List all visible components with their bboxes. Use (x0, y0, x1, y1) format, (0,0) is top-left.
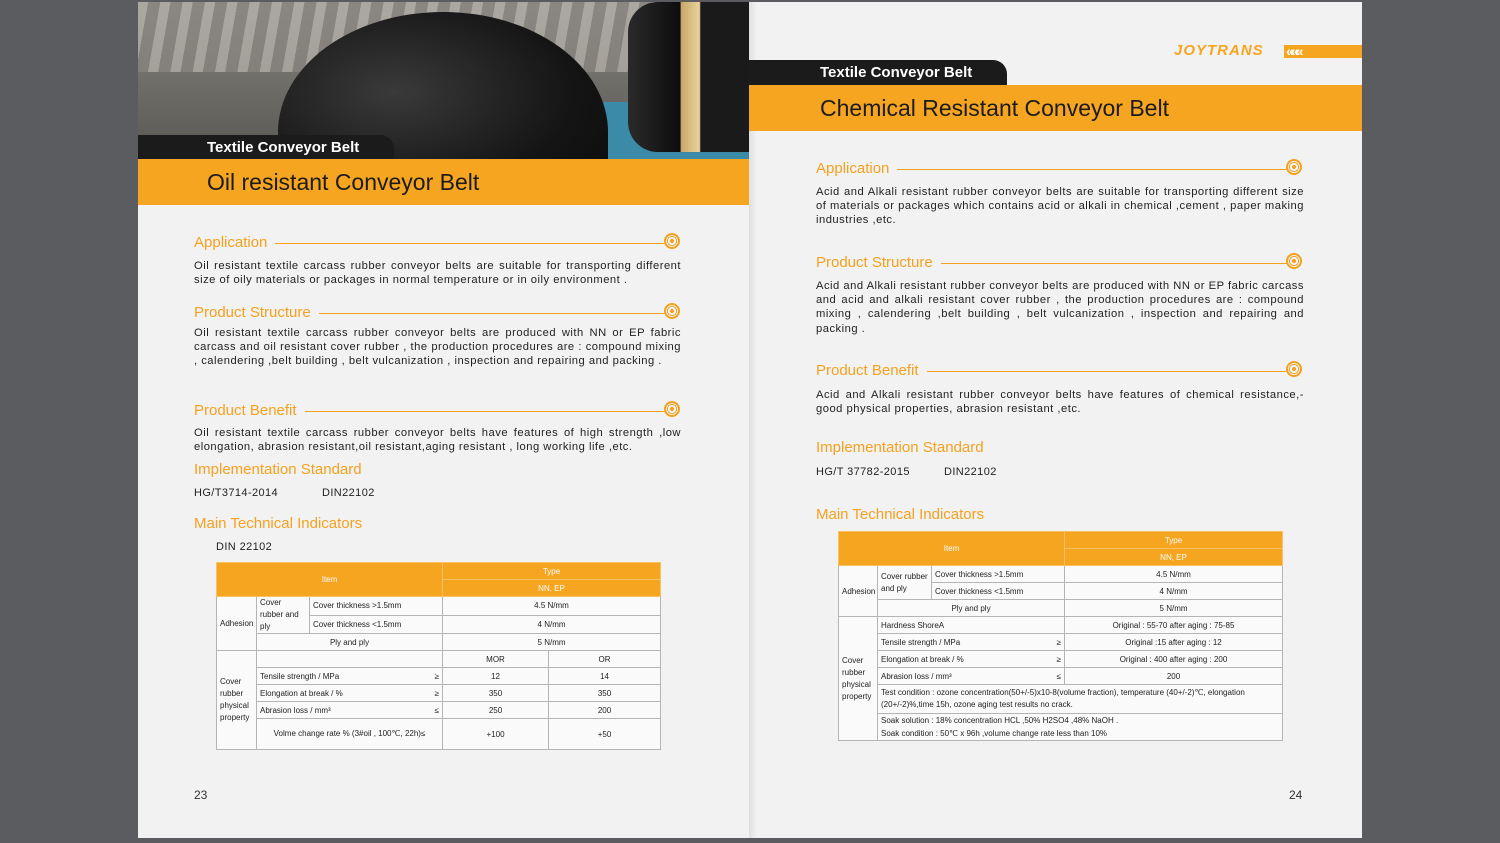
adhesion-label: Adhesion (839, 566, 878, 617)
abr-value: 200 (1065, 668, 1283, 685)
adhesion-label: Adhesion (217, 597, 257, 651)
structure-heading: Product Structure (816, 253, 1306, 275)
structure-text: Acid and Alkali resistant rubber conveyor belts are produced with NN or EP fabric carcass and acid and alkali resistant cover rubber , the production procedures are : compound mixing , calendering ,belt building , belt vulcanization , inspection and repairing and packing . (816, 280, 1304, 335)
elong-label: Elongation at break / % ≥ (257, 685, 443, 702)
spiral-icon (664, 303, 680, 319)
ply-label: Ply and ply (878, 600, 1065, 617)
type-subheader: NN, EP (1065, 549, 1283, 566)
type-header: Type (1065, 532, 1283, 549)
page-title: Chemical Resistant Conveyor Belt (749, 85, 1362, 131)
application-text: Acid and Alkali resistant rubber conveyor belts are suitable for transporting different size of materials or packages which contains acid or alkali in chemical ,cement , paper making industries ,etc. (816, 186, 1304, 227)
elong-or: 350 (549, 685, 661, 702)
vol-or: +50 (549, 719, 661, 750)
indicators-subtitle: DIN 22102 (216, 541, 273, 553)
ct-lt-label: Cover thickness <1.5mm (932, 583, 1065, 600)
joytrans-logo: JOYTRANS ««« (1174, 41, 1362, 61)
page-number: 23 (194, 788, 208, 802)
abr-mor: 250 (443, 702, 549, 719)
benefit-heading: Product Benefit (816, 361, 1306, 383)
cover-prop-label: Cover rubber physical property (839, 617, 878, 741)
soak-solution: Soak solution : 18% concentration HCL ,50% H2SO4 ,48% NaOH . (878, 714, 1283, 728)
vol-mor: +100 (443, 719, 549, 750)
structure-text: Oil resistant textile carcass rubber conveyor belts are produced with NN or EP fabric carcass and oil resistant cover rubber , the production procedures are : compound mixing , calendering ,belt building , belt vulcanization , inspection and repairing and packing . (194, 327, 681, 368)
elong-mor: 350 (443, 685, 549, 702)
category-tab: Textile Conveyor Belt (138, 135, 394, 161)
benefit-text: Acid and Alkali resistant rubber conveyor belts have features of chemical resistance,- good physical properties, abrasion resistant ,etc. (816, 389, 1304, 416)
page-number: 24 (1289, 788, 1303, 802)
elong-label: Elongation at break / % ≥ (878, 651, 1065, 668)
cover-ply-label: Cover rubber and ply (257, 597, 310, 634)
tensile-mor: 12 (443, 668, 549, 685)
ply-label: Ply and ply (257, 634, 443, 651)
standard-1: HG/T 37782-2015 (816, 466, 910, 478)
application-heading: Application (816, 159, 1306, 181)
tensile-value: Original :15 after aging : 12 (1065, 634, 1283, 651)
implementation-heading: Implementation Standard (816, 438, 1116, 460)
ct-lt-value: 4 N/mm (1065, 583, 1283, 600)
soak-condition: Soak condition : 50℃ x 96h ,volume change rate less than 10% (878, 727, 1283, 741)
standard-2: DIN22102 (944, 466, 997, 478)
benefit-heading: Product Benefit (194, 401, 684, 423)
indicators-heading: Main Technical Indicators (194, 514, 494, 536)
tensile-label: Tensile strength / MPa ≥ (257, 668, 443, 685)
benefit-text: Oil resistant textile carcass rubber conveyor belts have features of high strength ,low elongation, abrasion resistant,oil resistant,aging resistant , long working life ,etc. (194, 427, 681, 454)
ply-value: 5 N/mm (1065, 600, 1283, 617)
spiral-icon (664, 233, 680, 249)
spiral-icon (1286, 361, 1302, 377)
type-header: Type (443, 563, 661, 580)
ct-gt-value: 4.5 N/mm (1065, 566, 1283, 583)
spiral-icon (1286, 159, 1302, 175)
technical-table (838, 531, 1283, 741)
ct-lt-value: 4 N/mm (443, 615, 661, 634)
ct-gt-value: 4.5 N/mm (443, 597, 661, 616)
ct-gt-label: Cover thickness >1.5mm (932, 566, 1065, 583)
ply-value: 5 N/mm (443, 634, 661, 651)
hardness-value: Original : 55-70 after aging : 75-85 (1065, 617, 1283, 634)
item-header: Item (217, 563, 443, 597)
abr-or: 200 (549, 702, 661, 719)
elong-value: Original : 400 after aging : 200 (1065, 651, 1283, 668)
brochure-spread (138, 2, 1362, 838)
tensile-or: 14 (549, 668, 661, 685)
cover-ply-label: Cover rubber and ply (878, 566, 932, 600)
test-condition: Test condition : ozone concentration(50+/-5)x10-8(volume fraction), temperature (40+/-2)℃, elongation (20+/-2)%,time 15h, ozone aging test results no crack. (878, 685, 1283, 714)
application-text: Oil resistant textile carcass rubber conveyor belts are suitable for transporting different size of oily materials or packages in normal temperature or in oily environment . (194, 260, 681, 287)
spiral-icon (664, 401, 680, 417)
technical-table (216, 562, 661, 750)
ct-gt-label: Cover thickness >1.5mm (310, 597, 443, 616)
indicators-heading: Main Technical Indicators (816, 505, 1116, 527)
spiral-icon (1286, 253, 1302, 269)
ct-lt-label: Cover thickness <1.5mm (310, 615, 443, 634)
mor-header: MOR (443, 651, 549, 668)
vol-label: Volme change rate % (3#oil , 100℃, 22h)≤ (257, 719, 443, 750)
abr-label: Abrasion loss / mm³ ≤ (257, 702, 443, 719)
type-subheader: NN, EP (443, 580, 661, 597)
page-23 (138, 2, 749, 838)
implementation-heading: Implementation Standard (194, 460, 494, 482)
standard-1: HG/T3714-2014 (194, 487, 279, 499)
structure-heading: Product Structure (194, 303, 684, 325)
page-title: Oil resistant Conveyor Belt (138, 159, 749, 205)
category-tab: Textile Conveyor Belt (749, 60, 1007, 86)
cover-prop-label: Cover rubber physical property (217, 651, 257, 750)
application-heading: Application (194, 233, 684, 255)
hardness-label: Hardness ShoreA (878, 617, 1065, 634)
or-header: OR (549, 651, 661, 668)
standard-2: DIN22102 (322, 487, 375, 499)
chevrons-icon: ««« (1286, 43, 1301, 59)
tensile-label: Tensile strength / MPa ≥ (878, 634, 1065, 651)
abr-label: Abrasion loss / mm³ ≤ (878, 668, 1065, 685)
page-24 (749, 2, 1362, 838)
item-header: Item (839, 532, 1065, 566)
